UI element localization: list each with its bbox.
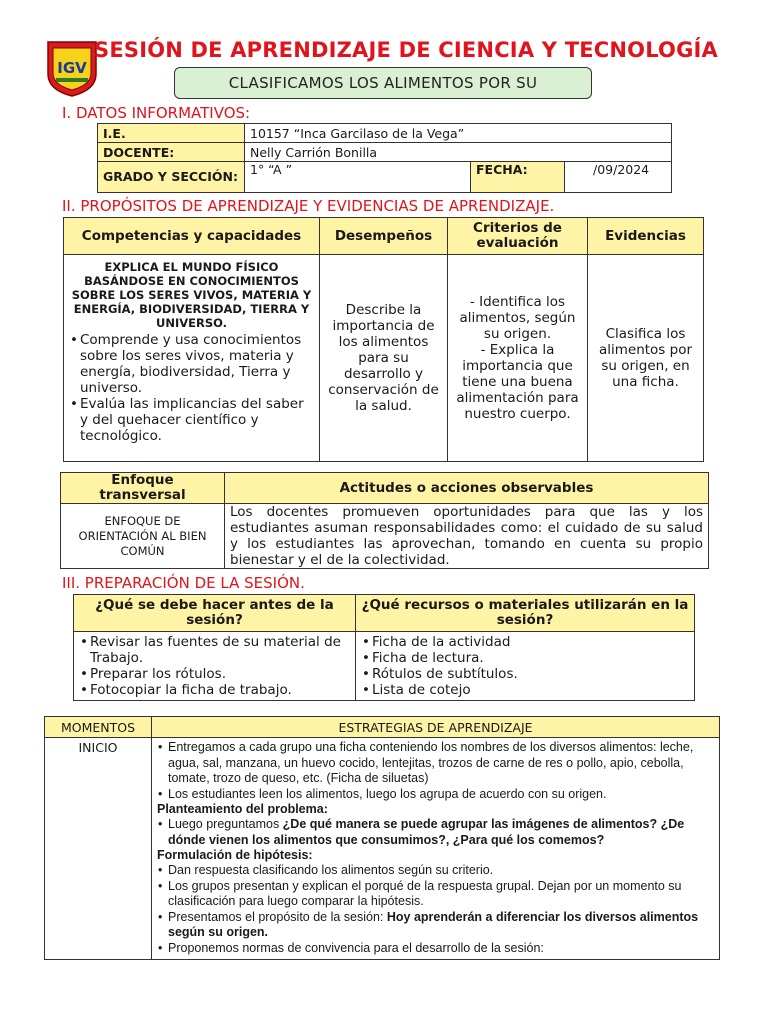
strategy-item: • Proponemos normas de convivencia para el desarrollo de la sesión: — [157, 941, 714, 957]
estrategias-header: ESTRATEGIAS DE APRENDIZAJE — [152, 717, 720, 738]
strategy-item: • Dan respuesta clasificando los alimentos según su criterio. — [157, 863, 714, 879]
strategy-text: Presentamos el propósito de la sesión: — [168, 909, 387, 924]
criterios-cell — [448, 255, 588, 462]
preparacion-table — [73, 594, 695, 701]
docente-value: Nelly Carrión Bonilla — [245, 143, 672, 162]
antes-item: • Fotocopiar la ficha de trabajo. — [79, 682, 350, 698]
actitudes-header: Actitudes o acciones observables — [225, 473, 709, 504]
enfoque-header: Enfoque transversal — [61, 473, 225, 504]
recurso-item: • Rótulos de subtítulos. — [361, 666, 689, 682]
strategy-text: Luego preguntamos — [168, 817, 283, 831]
header-evidencias: Evidencias — [588, 218, 704, 255]
header-competencias: Competencias y capacidades — [64, 218, 320, 255]
strategy-purpose: Hoy aprenderán a diferenciar los diversos alimentos según su origen. — [168, 909, 699, 939]
antes-item: • Preparar los rótulos. — [79, 666, 350, 682]
strategy-item — [157, 817, 714, 848]
ie-label: I.E. — [98, 124, 245, 143]
datos-informativos-table — [97, 123, 672, 193]
hipotesis-title: Formulación de hipótesis: — [157, 848, 313, 862]
antes-item: • Revisar las fuentes de su material de Trabajo. — [79, 634, 350, 666]
section-3-heading: III. PREPARACIÓN DE LA SESIÓN. — [62, 574, 305, 592]
strategy-item: • Los estudiantes leen los alimentos, luego los agrupa de acuerdo con su origen. — [157, 787, 714, 803]
antes-header: ¿Qué se debe hacer antes de la sesión? — [74, 595, 356, 632]
inicio-strategies — [152, 738, 720, 960]
competencia-title: EXPLICA EL MUNDO FÍSICO BASÁNDOSE EN CONOCIMIENTOS SOBRE LOS SERES VIVOS, MATERIA Y ENERGÍA, BIODIVERSIDAD, TIERRA Y UNIVERSO. — [71, 260, 312, 330]
momento-inicio: INICIO — [45, 738, 152, 960]
estrategias-table — [44, 716, 720, 960]
strategy-item — [157, 910, 714, 941]
criterio-item: - Identifica los alimentos, según su origen. — [459, 294, 576, 342]
session-subtitle: CLASIFICAMOS LOS ALIMENTOS POR SU — [174, 67, 592, 99]
momentos-header: MOMENTOS — [45, 717, 152, 738]
strategy-item: • Entregamos a cada grupo una ficha conteniendo los nombres de los diversos alimentos: leche, agua, sal, manzana, un huevo cocido, lentejitas, trozos de carne de res o pollo, apio, cebolla, tomate, trozo de queso, etc. (Ficha de siluetas) — [157, 740, 714, 787]
header-desempenos: Desempeños — [320, 218, 448, 255]
strategy-question: ¿De qué manera se puede agrupar las imágenes de alimentos? ¿De dónde vienen los alimentos que consumimos?, ¿Para qué los comemos? — [168, 817, 685, 847]
recursos-cell — [356, 632, 695, 701]
fecha-value: /09/2024 — [565, 162, 672, 193]
competencia-cell — [64, 255, 320, 462]
section-1-heading: I. DATOS INFORMATIVOS: — [62, 104, 251, 122]
recurso-item: • Ficha de lectura. — [361, 650, 689, 666]
enfoque-table — [60, 472, 709, 569]
problema-title: Planteamiento del problema: — [157, 802, 328, 816]
capacidad-item: • Comprende y usa conocimientos sobre los seres vivos, materia y energía, biodiversidad, Tierra y universo. — [69, 332, 314, 396]
strategy-item: • Los grupos presentan y explican el porqué de la respuesta grupal. Dejan por un momento su clasificación para luego comparar la hipótesis. — [157, 879, 714, 910]
desempeno-cell: Describe la importancia de los alimentos para su desarrollo y conservación de la salud. — [320, 255, 448, 462]
grado-value: 1° “A ” — [245, 162, 471, 193]
recursos-header: ¿Qué recursos o materiales utilizarán en la sesión? — [356, 595, 695, 632]
recurso-item: • Lista de cotejo — [361, 682, 689, 698]
criterio-item: - Explica la importancia que tiene una buena alimentación para nuestro cuerpo. — [456, 342, 579, 422]
school-logo — [46, 40, 98, 98]
antes-cell — [74, 632, 356, 701]
enfoque-text: Los docentes promueven oportunidades para que las y los estudiantes asuman responsabilidades como: el cuidado de su salud y los estudiantes las aprovechan, tomando en cuenta su propio bienestar y el de la colectividad. — [225, 504, 709, 569]
ie-value: 10157 “Inca Garcilaso de la Vega” — [245, 124, 672, 143]
section-2-heading: II. PROPÓSITOS DE APRENDIZAJE Y EVIDENCIAS DE APRENDIZAJE. — [62, 197, 555, 215]
header-criterios: Criterios de evaluación — [448, 218, 588, 255]
page-title: SESIÓN DE APRENDIZAJE DE CIENCIA Y TECNOLOGÍA — [94, 38, 718, 62]
fecha-label: FECHA: — [471, 162, 565, 193]
evidencia-cell: Clasifica los alimentos por su origen, en una ficha. — [588, 255, 704, 462]
enfoque-name: ENFOQUE DE ORIENTACIÓN AL BIEN COMÚN — [61, 504, 225, 569]
docente-label: DOCENTE: — [98, 143, 245, 162]
logo-text: IGV — [57, 59, 87, 77]
grado-label: GRADO Y SECCIÓN: — [98, 162, 245, 193]
recurso-item: • Ficha de la actividad — [361, 634, 689, 650]
capacidad-item: • Evalúa las implicancias del saber y del quehacer científico y tecnológico. — [69, 396, 314, 444]
propositos-table — [63, 217, 704, 462]
